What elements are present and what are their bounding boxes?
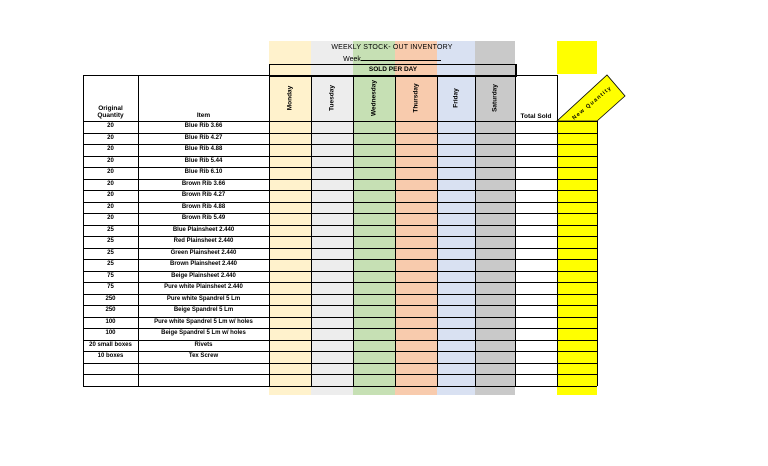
column-line [437, 75, 438, 386]
row-line [83, 133, 597, 134]
row-quantity: 100 [105, 318, 116, 325]
row-quantity: 250 [105, 295, 116, 302]
row-item: Brown Rib 4.27 [181, 192, 226, 198]
row-quantity [83, 363, 138, 375]
column-line [597, 121, 598, 386]
row-quantity: 20 [107, 134, 114, 141]
row-line [83, 328, 597, 329]
row-line [83, 179, 597, 180]
row-item: Brown Rib 4.88 [181, 203, 226, 210]
row-item: Pure white Plainsheet 2.440 [164, 284, 243, 290]
row-line [83, 167, 597, 168]
row-line [83, 386, 597, 387]
sheet-title: WEEKLY STOCK- OUT INVENTORY [331, 44, 453, 51]
row-quantity: 25 [107, 226, 114, 233]
row-quantity: 20 [107, 203, 114, 210]
row-item: Blue Rib 6.10 [184, 169, 223, 175]
item-header-label: Item [196, 112, 211, 119]
row-quantity [83, 374, 138, 386]
row-item: Tex Screw [188, 353, 219, 359]
thursday-label: Thursday [412, 83, 420, 113]
row-line [83, 374, 597, 375]
row-line [83, 351, 597, 352]
row-quantity: 20 small boxes [89, 341, 132, 348]
row-quantity: 20 [107, 146, 114, 152]
column-line [515, 75, 516, 386]
sold-per-day-header: SOLD PER DAY [269, 64, 517, 77]
column-line [83, 75, 84, 386]
row-line [83, 259, 597, 260]
row-line [83, 213, 597, 214]
row-item: Brown Rib 3.66 [181, 180, 226, 187]
row-item: Blue Rib 4.27 [184, 134, 223, 141]
row-line [83, 248, 597, 249]
column-line [311, 75, 312, 386]
item-header [138, 75, 269, 121]
row-line [83, 271, 597, 272]
quantity-header-label: Original Quantity [97, 105, 124, 119]
total-sold-label: Total Sold [520, 113, 552, 120]
monday-header [269, 75, 311, 121]
row-quantity: 20 [107, 180, 114, 187]
row-item: Beige Spandrel 5 Lm w/ holes [161, 330, 246, 336]
row-quantity: 25 [107, 261, 114, 267]
row-item: Blue Plainsheet 2.440 [172, 226, 235, 233]
monday-label: Monday [286, 85, 294, 111]
friday-header [437, 75, 475, 121]
row-quantity: 75 [107, 284, 114, 290]
column-line [269, 64, 270, 75]
row-line [83, 305, 597, 306]
friday-label: Friday [452, 88, 460, 108]
new-quantity-column-fill [557, 121, 597, 395]
row-item [138, 363, 269, 375]
row-item: Brown Rib 5.49 [181, 215, 226, 221]
row-quantity: 20 [107, 192, 114, 198]
row-line [83, 144, 597, 145]
quantity-header [83, 75, 138, 121]
row-line [83, 340, 597, 341]
row-line [83, 121, 597, 122]
column-line [475, 75, 476, 386]
row-quantity: 20 [107, 169, 114, 175]
row-item: Green Plainsheet 2.440 [170, 249, 237, 256]
row-line [83, 317, 597, 318]
saturday-header [475, 75, 515, 121]
row-item: Blue Rib 5.44 [184, 157, 223, 164]
row-quantity: 20 [107, 157, 114, 164]
total-sold-header [515, 75, 557, 121]
wednesday-label: Wednesday [370, 79, 378, 117]
row-item [138, 374, 269, 386]
tuesday-header [311, 75, 353, 121]
column-line [138, 75, 139, 386]
yellow-marker-box [557, 41, 597, 74]
column-line [557, 75, 558, 121]
new-quantity-header-shape [557, 75, 625, 121]
column-line [515, 64, 516, 75]
row-item: Pure white Spandrel 5 Lm w/ holes [154, 318, 253, 325]
new-quantity-header [555, 74, 627, 122]
row-line [83, 225, 597, 226]
row-line [83, 282, 597, 283]
row-quantity: 100 [105, 330, 116, 336]
week-label: Week [343, 56, 361, 63]
row-line [83, 156, 597, 157]
row-quantity: 25 [107, 249, 114, 256]
row-line [83, 363, 597, 364]
wednesday-header [353, 75, 395, 121]
tuesday-label: Tuesday [328, 85, 336, 111]
row-item: Beige Spandrel 5 Lm [173, 307, 234, 313]
row-item: Blue Rib 3.66 [184, 123, 223, 129]
row-item: Blue Rib 4.88 [184, 146, 223, 152]
row-quantity: 20 [107, 215, 114, 221]
row-quantity: 10 boxes [97, 353, 124, 359]
row-quantity: 250 [105, 307, 116, 313]
week-blank-line[interactable] [361, 53, 441, 61]
row-quantity: 20 [107, 123, 114, 129]
column-line [353, 75, 354, 386]
row-item: Rivets [194, 341, 213, 348]
thursday-header [395, 75, 437, 121]
row-item: Beige Plainsheet 2.440 [171, 272, 236, 279]
row-item: Red Plainsheet 2.440 [173, 238, 234, 244]
row-line [83, 294, 597, 295]
row-quantity: 25 [107, 238, 114, 244]
new-quantity-label: New Quantity [571, 85, 614, 122]
header-top-line [83, 75, 557, 76]
row-line [83, 236, 597, 237]
saturday-label: Saturday [491, 84, 499, 112]
column-line [269, 75, 270, 386]
column-line [557, 75, 558, 386]
row-item: Brown Plainsheet 2.440 [169, 261, 238, 267]
row-line [83, 202, 597, 203]
row-item: Pure white Spandrel 5 Lm [166, 295, 241, 302]
column-line [395, 75, 396, 386]
row-quantity: 75 [107, 272, 114, 279]
row-line [83, 190, 597, 191]
